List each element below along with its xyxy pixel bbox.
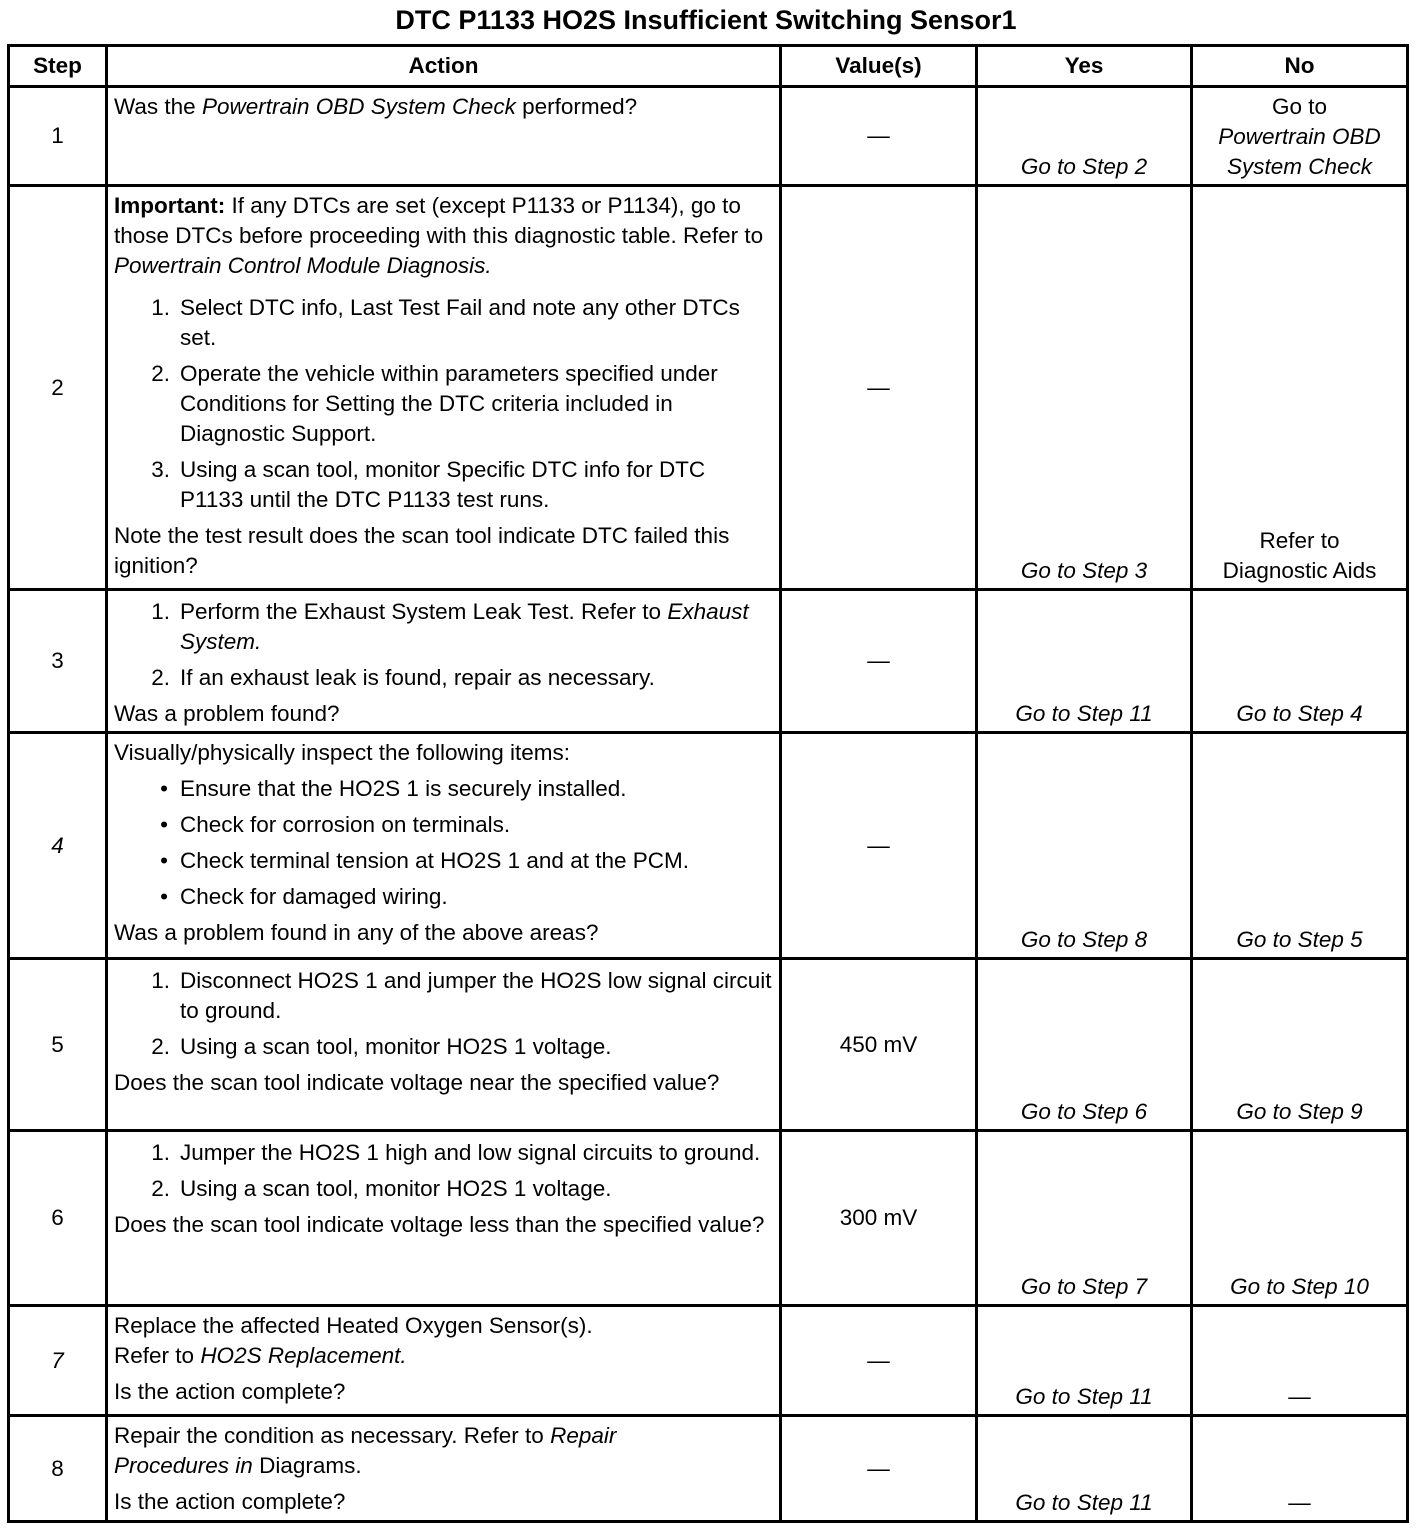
important-label: Important: xyxy=(114,193,226,218)
list-item: 1. Jumper the HO2S 1 high and low signal circuits to ground. xyxy=(151,1140,761,1165)
step-number: 5 xyxy=(9,959,107,1131)
no-line: Refer to xyxy=(1259,528,1340,553)
step-number: 3 xyxy=(9,590,107,733)
list-item: • Check terminal tension at HO2S 1 and at the PCM. xyxy=(160,848,689,873)
table-row xyxy=(9,959,1408,1131)
value-cell: 300 mV xyxy=(781,1131,977,1306)
yes-cell: Go to Step 11 xyxy=(977,1416,1192,1522)
no-cell xyxy=(1192,186,1408,590)
action-question: Is the action complete? xyxy=(114,1489,346,1514)
no-cell: — xyxy=(1192,1416,1408,1522)
action-cell xyxy=(107,186,781,590)
action-ref: Powertrain Control Module Diagnosis. xyxy=(114,253,492,278)
yes-cell: Go to Step 11 xyxy=(977,590,1192,733)
action-text: Refer to HO2S Replacement. xyxy=(114,1343,407,1368)
step-number: 2 xyxy=(9,186,107,590)
action-cell xyxy=(107,959,781,1131)
action-text: Was the xyxy=(114,94,196,119)
list-item: • Check for corrosion on terminals. xyxy=(160,812,511,837)
list-item: 2. If an exhaust leak is found, repair as necessary. xyxy=(151,665,655,690)
action-cell xyxy=(107,1416,781,1522)
action-cell xyxy=(107,1131,781,1306)
list-item: • Ensure that the HO2S 1 is securely installed. xyxy=(160,776,627,801)
table-row xyxy=(9,1131,1408,1306)
no-line: Diagnostic Aids xyxy=(1222,558,1377,583)
list-item: • Check for damaged wiring. xyxy=(160,884,448,909)
action-cell xyxy=(107,1306,781,1416)
action-question: Does the scan tool indicate voltage less than the specified value? xyxy=(114,1212,765,1237)
important-note xyxy=(114,191,773,281)
value-cell: — xyxy=(781,1306,977,1416)
action-text: Procedures in Diagrams. xyxy=(114,1453,362,1478)
table-row xyxy=(9,186,1408,590)
list-item: 2. Using a scan tool, monitor HO2S 1 voltage. xyxy=(151,1176,612,1201)
step-number: 4 xyxy=(9,733,107,959)
header-row xyxy=(9,46,1408,87)
header-no: No xyxy=(1192,46,1408,87)
step-number: 7 xyxy=(9,1306,107,1416)
action-cell xyxy=(107,733,781,959)
action-text: performed? xyxy=(522,94,638,119)
step-number: 1 xyxy=(9,87,107,186)
action-cell xyxy=(107,590,781,733)
no-cell xyxy=(1192,87,1408,186)
action-text: If any DTCs are set (except P1133 or P1134), go to those DTCs before proceeding with this diagnostic table. Refer to xyxy=(114,193,764,248)
yes-cell: Go to Step 11 xyxy=(977,1306,1192,1416)
list-item: 1. Perform the Exhaust System Leak Test. Refer to Exhaust System. xyxy=(151,599,749,654)
no-line: Go to xyxy=(1271,94,1328,119)
diagnostic-table xyxy=(7,44,1409,1523)
list-item: 2. Using a scan tool, monitor HO2S 1 voltage. xyxy=(151,1034,612,1059)
header-action: Action xyxy=(107,46,781,87)
no-cell: Go to Step 5 xyxy=(1192,733,1408,959)
list-item: 1. Select DTC info, Last Test Fail and note any other DTCs set. xyxy=(151,295,740,350)
value-cell: — xyxy=(781,590,977,733)
action-ref: Powertrain OBD System Check xyxy=(201,94,516,119)
table-row xyxy=(9,1416,1408,1522)
step-number: 6 xyxy=(9,1131,107,1306)
yes-cell: Go to Step 7 xyxy=(977,1131,1192,1306)
header-step: Step xyxy=(9,46,107,87)
yes-cell: Go to Step 6 xyxy=(977,959,1192,1131)
action-question: Does the scan tool indicate voltage near the specified value? xyxy=(114,1070,720,1095)
value-cell: 450 mV xyxy=(781,959,977,1131)
list-item: 2. Operate the vehicle within parameters specified under Conditions for Setting the DTC criteria included in Diagnostic Support. xyxy=(151,361,718,446)
value-cell: — xyxy=(781,87,977,186)
step-number: 8 xyxy=(9,1416,107,1522)
yes-cell: Go to Step 3 xyxy=(977,186,1192,590)
no-cell: Go to Step 9 xyxy=(1192,959,1408,1131)
table-row xyxy=(9,590,1408,733)
list-item: 3. Using a scan tool, monitor Specific DTC info for DTC P1133 until the DTC P1133 test runs. xyxy=(151,457,706,512)
page-title: DTC P1133 HO2S Insufficient Switching Sensor1 xyxy=(395,5,1017,35)
no-line: Powertrain OBD xyxy=(1218,124,1381,149)
no-cell: Go to Step 4 xyxy=(1192,590,1408,733)
action-question: Was a problem found? xyxy=(114,701,340,726)
header-yes: Yes xyxy=(977,46,1192,87)
no-line: System Check xyxy=(1226,154,1373,179)
no-cell: Go to Step 10 xyxy=(1192,1131,1408,1306)
action-question: Was a problem found in any of the above areas? xyxy=(114,920,599,945)
action-question: Is the action complete? xyxy=(114,1379,346,1404)
yes-cell: Go to Step 8 xyxy=(977,733,1192,959)
action-text: Repair the condition as necessary. Refer to Repair xyxy=(114,1423,617,1448)
value-cell: — xyxy=(781,733,977,959)
action-cell xyxy=(107,87,781,186)
action-question: Note the test result does the scan tool indicate DTC failed this ignition? xyxy=(114,523,730,578)
action-text: Visually/physically inspect the following items: xyxy=(114,740,571,765)
list-item: 1. Disconnect HO2S 1 and jumper the HO2S low signal circuit to ground. xyxy=(151,968,772,1023)
value-cell: — xyxy=(781,1416,977,1522)
header-values: Value(s) xyxy=(781,46,977,87)
value-cell: — xyxy=(781,186,977,590)
table-row xyxy=(9,1306,1408,1416)
action-text: Replace the affected Heated Oxygen Sensor(s). xyxy=(114,1313,593,1338)
table-row xyxy=(9,733,1408,959)
no-cell: — xyxy=(1192,1306,1408,1416)
yes-cell: Go to Step 2 xyxy=(977,87,1192,186)
table-row xyxy=(9,87,1408,186)
